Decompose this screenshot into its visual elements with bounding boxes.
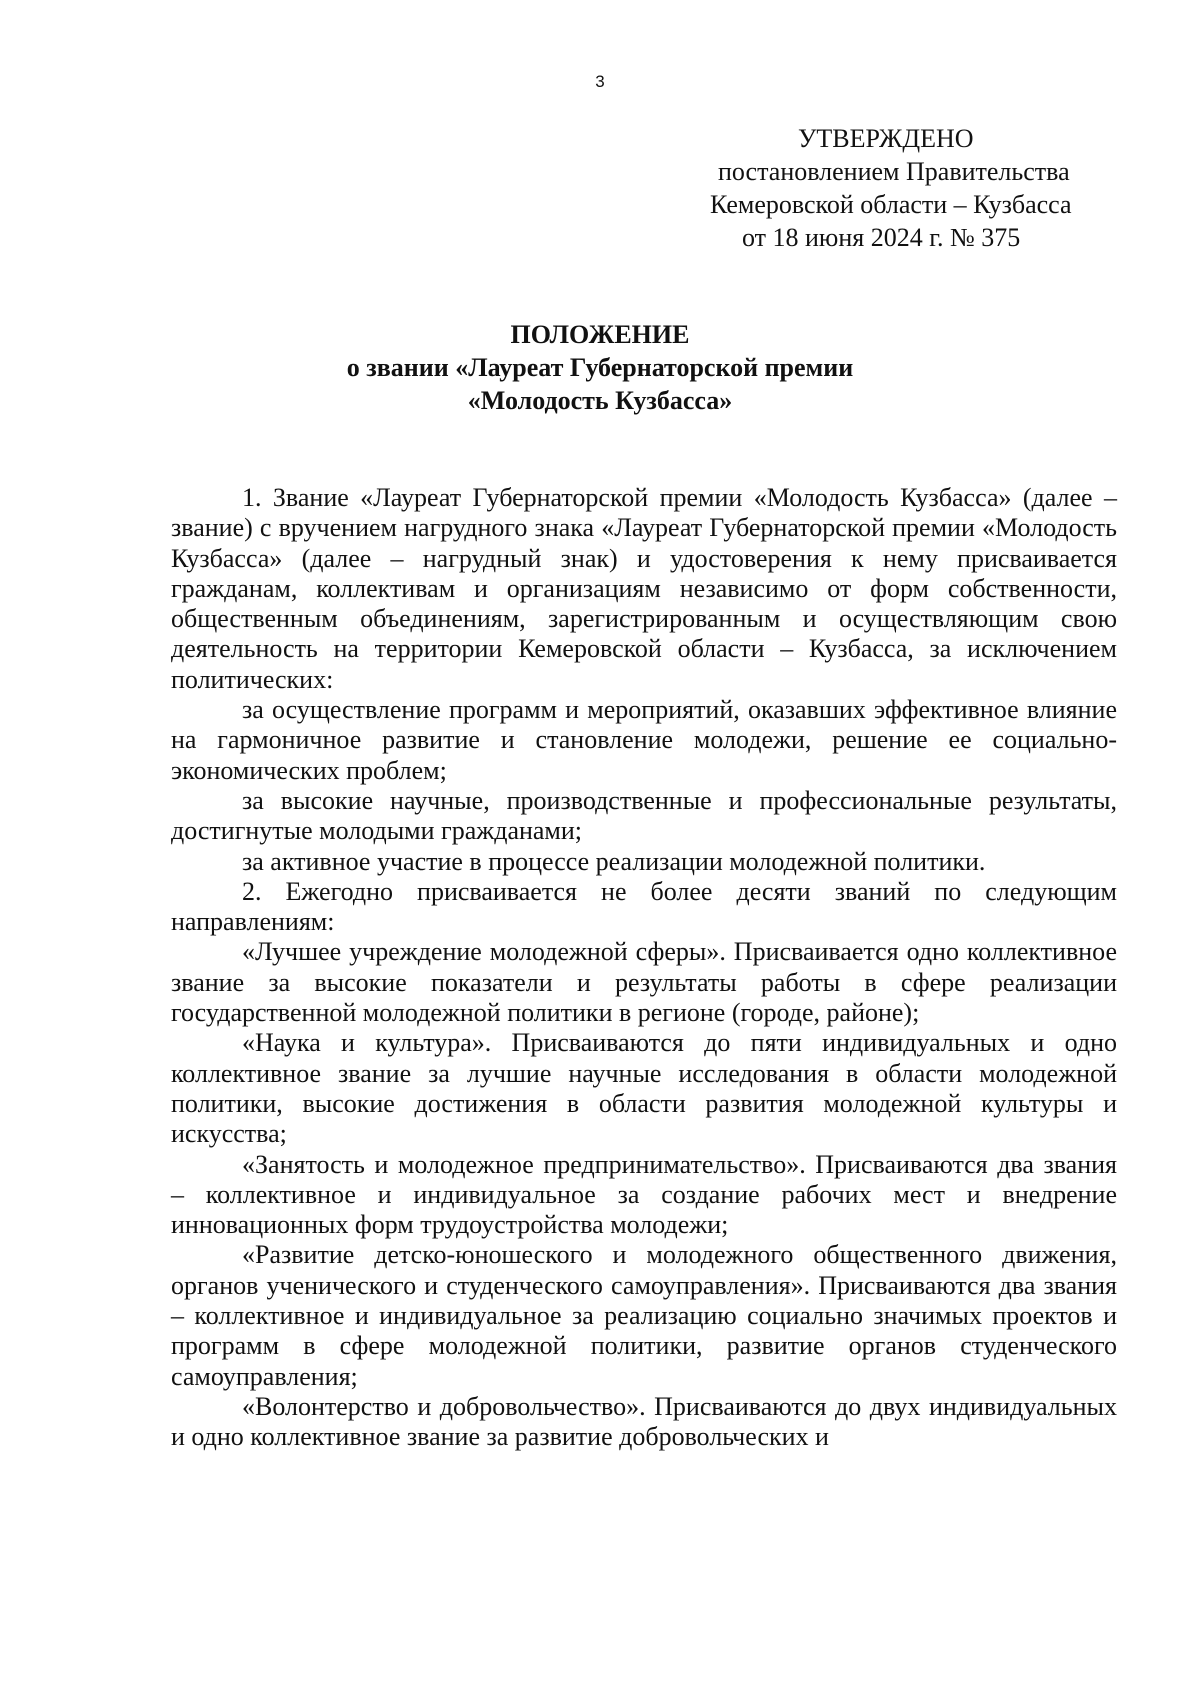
- page-number: 3: [595, 72, 605, 91]
- approval-stamp: [710, 122, 1130, 254]
- approval-line-region: Кемеровской области – Кузбасса: [710, 190, 1072, 219]
- paragraph-10: «Волонтерство и добровольчество». Присваиваются до двух индивидуальных и одно коллективное звание за развитие добровольческих и: [171, 1391, 1117, 1452]
- approval-heading: УТВЕРЖДЕНО: [798, 124, 974, 153]
- paragraph-2: за осуществление программ и мероприятий, оказавших эффективное влияние на гармоничное развитие и становление молодежи, решение ее социально-экономических проблем;: [171, 695, 1117, 785]
- paragraph-9: «Развитие детско-юношеского и молодежного общественного движения, органов ученического и студенческого самоуправления». Присваиваются два звания – коллективное и индивидуальное за реализацию социально значимых проектов и программ в сфере молодежной политики, развитие органов студенческого самоуправления;: [171, 1240, 1117, 1391]
- paragraph-1: 1. Звание «Лауреат Губернаторской премии «Молодость Кузбасса» (далее – звание) с вручением нагрудного знака «Лауреат Губернаторской премии «Молодость Кузбасса» (далее – нагрудный знак) и удостоверения к нему присваивается гражданам, коллективам и организациям независимо от форм собственности, общественным объединениям, зарегистрированным и осуществляющим свою деятельность на территории Кемеровской области – Кузбасса, за исключением политических:: [171, 483, 1117, 694]
- document-title: [0, 318, 1200, 417]
- paragraph-7: «Наука и культура». Присваиваются до пяти индивидуальных и одно коллективное звание за лучшие научные исследования в области молодежной политики, высокие достижения в области развития молодежной культуры и искусства;: [171, 1028, 1117, 1149]
- paragraph-5: 2. Ежегодно присваивается не более десяти званий по следующим направлениям:: [171, 876, 1117, 937]
- paragraph-6: «Лучшее учреждение молодежной сферы». Присваивается одно коллективное звание за высокие показатели и результаты работы в сфере реализации государственной молодежной политики в регионе (городе, районе);: [171, 937, 1117, 1028]
- paragraph-3: за высокие научные, производственные и профессиональные результаты, достигнутые молодыми гражданами;: [171, 785, 1117, 846]
- approval-line-resolution: постановлением Правительства: [718, 157, 1070, 186]
- title-line-1: о звании «Лауреат Губернаторской премии: [346, 353, 854, 382]
- title-line-2: «Молодость Кузбасса»: [467, 386, 733, 415]
- approval-line-date-number: от 18 июня 2024 г. № 375: [742, 223, 1021, 252]
- paragraph-4: за активное участие в процессе реализации молодежной политики.: [242, 846, 986, 876]
- title-heading: ПОЛОЖЕНИЕ: [510, 320, 690, 349]
- document-body: [171, 483, 1117, 1453]
- paragraph-8: «Занятость и молодежное предпринимательство». Присваиваются два звания – коллективное и индивидуальное за создание рабочих мест и внедрение инновационных форм трудоустройства молодежи;: [171, 1149, 1117, 1240]
